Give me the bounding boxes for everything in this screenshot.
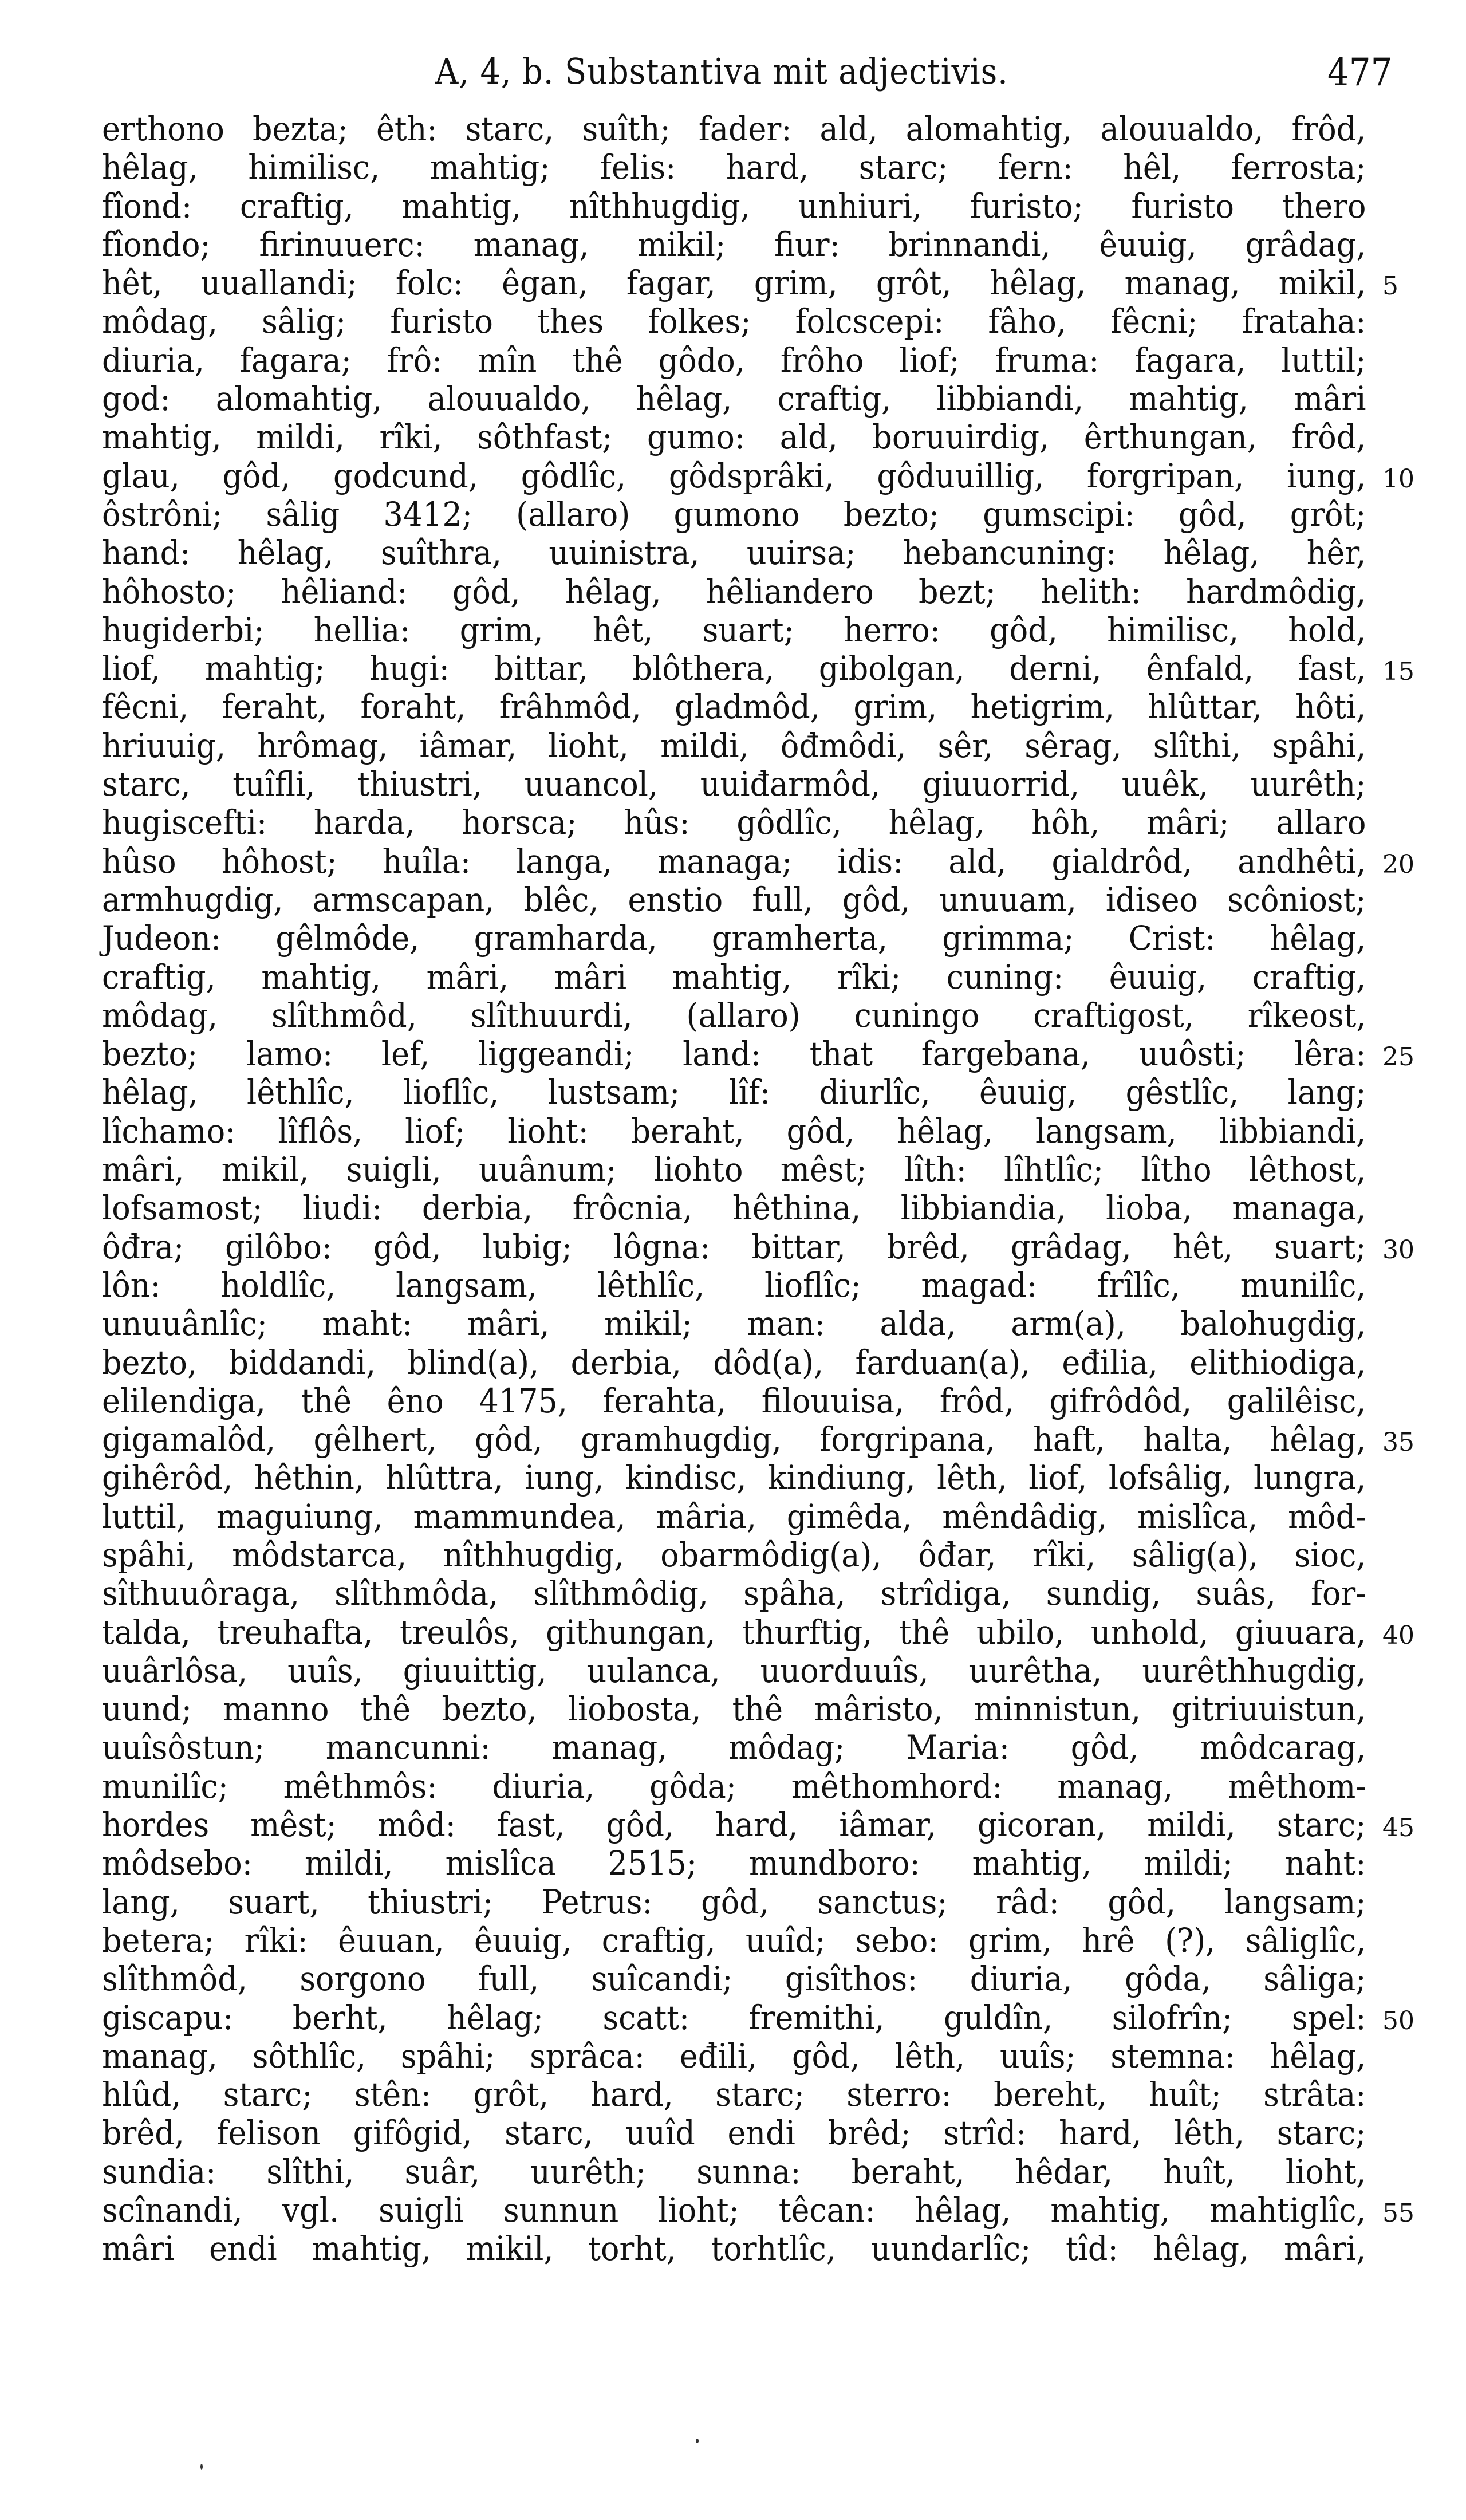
- line-text: hand: hêlag, suîthra, uuinistra, uuirsa; hebancuning: hêlag, hêr,: [102, 533, 1366, 573]
- line-text: lang, suart, thiustri; Petrus: gôd, sanctus; râd: gôd, langsam;: [102, 1882, 1366, 1922]
- line-text: uund; manno thê bezto, liobosta, thê mâristo, minnistun, gitriuuistun,: [102, 1690, 1366, 1729]
- text-line: [102, 380, 1366, 418]
- text-line: [102, 1189, 1366, 1227]
- text-line: [102, 2230, 1366, 2268]
- line-text: sîthuuôraga, slîthmôda, slîthmôdig, spâha, strîdiga, sundig, suâs, for-: [102, 1574, 1366, 1613]
- line-number: 55: [1382, 2199, 1414, 2228]
- text-line: [102, 1073, 1366, 1112]
- line-text: erthono bezta; êth: starc, suîth; fader: ald, alomahtig, alouualdo, frôd,: [102, 109, 1366, 148]
- text-line: [102, 573, 1366, 611]
- line-text: gihêrôd, hêthin, hlûttra, iung, kindisc, kindiung, lêth, liof, lofsâlig, lungra,: [102, 1458, 1366, 1498]
- line-text: diuria, fagara; frô: mîn thê gôdo, frôho liof; fruma: fagara, luttil;: [102, 340, 1366, 380]
- text-line: [102, 2153, 1366, 2191]
- line-number: 15: [1382, 657, 1414, 687]
- text-line: [102, 804, 1366, 842]
- line-text: craftig, mahtig, mâri, mâri mahtig, rîki; cuning: êuuig, craftig,: [102, 957, 1366, 997]
- line-text: hêt, uuallandi; folc: êgan, fagar, grim, grôt, hêlag, manag, mikil,: [102, 263, 1366, 303]
- line-text: mahtig, mildi, rîki, sôthfast; gumo: ald, boruuirdig, êrthungan, frôd,: [102, 418, 1366, 457]
- line-text: môdag, slîthmôd, slîthuurdi, (allaro) cuningo craftigost, rîkeost,: [102, 995, 1366, 1035]
- text-line: [102, 226, 1366, 264]
- line-text: liof, mahtig; hugi: bittar, blôthera, gibolgan, derni, ênfald, fast,: [102, 649, 1366, 688]
- text-line: [102, 1151, 1366, 1189]
- text-line: [102, 187, 1366, 226]
- line-text: ôstrôni; sâlig 3412; (allaro) gumono bezto; gumscipi: gôd, grôt;: [102, 494, 1366, 534]
- text-line: [102, 2076, 1366, 2114]
- running-head: A, 4, b. Substantiva mit adjectivis.: [435, 50, 1008, 92]
- line-text: betera; rîki: êuuan, êuuig, craftig, uuîd; sebo: grim, hrê (?), sâliglîc,: [102, 1920, 1366, 1960]
- line-text: hlûd, starc; stên: grôt, hard, starc; sterro: bereht, huît; strâta:: [102, 2075, 1366, 2115]
- text-line: [102, 1612, 1414, 1652]
- line-text: ôđra; gilôbo: gôd, lubig; lôgna: bittar, brêd, grâdag, hêt, suart;: [102, 1227, 1366, 1266]
- line-text: lofsamost; liudi: derbia, frôcnia, hêthina, libbiandia, lioba, managa,: [102, 1188, 1366, 1228]
- text-line: [102, 1883, 1366, 1922]
- line-text: hûso hôhost; huîla: langa, managa; idis: ald, gialdrôd, andhêti,: [102, 841, 1366, 881]
- text-line: [102, 1960, 1366, 1998]
- text-line: [102, 1767, 1366, 1806]
- text-line: [102, 1536, 1366, 1574]
- line-text: giscapu: berht, hêlag; scatt: fremithi, guldîn, silofrîn; spel:: [102, 1998, 1366, 2037]
- line-text: brêd, felison gifôgid, starc, uuîd endi brêd; strîd: hard, lêth, starc;: [102, 2113, 1366, 2153]
- line-text: hôhosto; hêliand: gôd, hêlag, hêliandero bezt; helith: hardmôdig,: [102, 572, 1366, 611]
- page-header: [0, 50, 1466, 102]
- text-line: [102, 1574, 1366, 1613]
- text-line: [102, 1690, 1366, 1728]
- text-line: [102, 1227, 1414, 1266]
- text-line: [102, 1034, 1414, 1074]
- line-text: sundia: slîthi, suâr, uurêth; sunna: beraht, hêdar, huît, lioht,: [102, 2152, 1366, 2191]
- line-text: elilendiga, thê êno 4175, ferahta, filouuisa, frôd, gifrôdôd, galilêisc,: [102, 1381, 1366, 1420]
- text-line: [102, 2191, 1414, 2230]
- text-line: [102, 1728, 1366, 1767]
- scan-speck: [200, 2464, 203, 2470]
- line-number: 5: [1382, 271, 1398, 301]
- line-text: môdag, sâlig; furisto thes folkes; folcscepi: fâho, fêcni; frataha:: [102, 302, 1366, 341]
- line-text: lîchamo: lîflôs, liof; lioht: beraht, gôd, hêlag, langsam, libbiandi,: [102, 1111, 1366, 1151]
- text-line: [102, 110, 1366, 148]
- line-number: 30: [1382, 1235, 1414, 1265]
- text-line: [102, 1112, 1366, 1151]
- text-line: [102, 1998, 1414, 2037]
- text-line: [102, 148, 1366, 187]
- line-text: mâri, mikil, suigli, uuânum; liohto mêst; lîth: lîhtlîc; lîtho lêthost,: [102, 1150, 1366, 1190]
- line-text: mâri endi mahtig, mikil, torht, torhtlîc, uundarlîc; tîd: hêlag, mâri,: [102, 2229, 1366, 2269]
- line-number: 25: [1382, 1042, 1414, 1072]
- line-number: 40: [1382, 1620, 1414, 1650]
- text-line: [102, 727, 1366, 765]
- text-line: [102, 841, 1414, 881]
- text-line: [102, 1305, 1366, 1343]
- line-text: gigamalôd, gêlhert, gôd, gramhugdig, forgripana, haft, halta, hêlag,: [102, 1420, 1366, 1459]
- line-text: fîondo; firinuuerc: manag, mikil; fiur: brinnandi, êuuig, grâdag,: [102, 225, 1366, 264]
- text-line: [102, 649, 1414, 688]
- text-line: [102, 958, 1366, 997]
- text-line: [102, 263, 1398, 303]
- text-line: [102, 456, 1414, 495]
- text-line: [102, 1382, 1366, 1420]
- text-line: [102, 418, 1366, 456]
- text-line: [102, 1266, 1366, 1305]
- line-text: slîthmôd, sorgono full, suîcandi; gisîthos: diuria, gôda, sâliga;: [102, 1959, 1366, 1999]
- line-number: 35: [1382, 1428, 1414, 1458]
- text-line: [102, 1805, 1414, 1845]
- scan-speck: [696, 2439, 699, 2443]
- text-line: [102, 1922, 1366, 1960]
- text-line: [102, 1652, 1366, 1690]
- line-text: munilîc; mêthmôs: diuria, gôda; mêthomhord: manag, mêthom-: [102, 1766, 1366, 1806]
- glossary-body: [102, 109, 1414, 2269]
- text-line: [102, 997, 1366, 1035]
- text-line: [102, 611, 1366, 649]
- line-text: armhugdig, armscapan, blêc, enstio full, gôd, unuuam, idiseo scôniost;: [102, 880, 1366, 919]
- line-text: môdsebo: mildi, mislîca 2515; mundboro: mahtig, mildi; naht:: [102, 1844, 1366, 1883]
- line-text: talda, treuhafta, treulôs, githungan, thurftig, thê ubilo, unhold, giuuara,: [102, 1612, 1366, 1652]
- line-text: fêcni, feraht, foraht, frâhmôd, gladmôd, grim, hetigrim, hlûttar, hôti,: [102, 687, 1366, 727]
- text-line: [102, 688, 1366, 726]
- line-text: scînandi, vgl. suigli sunnun lioht; têcan: hêlag, mahtig, mahtiglîc,: [102, 2191, 1366, 2230]
- line-text: bezto; lamo: lef, liggeandi; land: that fargebana, uuôsti; lêra:: [102, 1034, 1366, 1074]
- line-text: hordes mêst; môd: fast, gôd, hard, iâmar, gicoran, mildi, starc;: [102, 1805, 1366, 1845]
- text-line: [102, 302, 1366, 341]
- text-line: [102, 765, 1366, 804]
- line-text: god: alomahtig, alouualdo, hêlag, craftig, libbiandi, mahtig, mâri: [102, 379, 1366, 419]
- line-text: fîond: craftig, mahtig, nîthhugdig, unhiuri, furisto; furisto thero: [102, 186, 1366, 226]
- text-line: [102, 1498, 1366, 1536]
- line-text: uuîsôstun; mancunni: manag, môdag; Maria: gôd, môdcarag,: [102, 1728, 1366, 1767]
- line-text: hugiscefti: harda, horsca; hûs: gôdlîc, hêlag, hôh, mâri; allaro: [102, 803, 1366, 842]
- line-text: hêlag, himilisc, mahtig; felis: hard, starc; fern: hêl, ferrosta;: [102, 148, 1366, 187]
- line-text: glau, gôd, godcund, gôdlîc, gôdsprâki, gôduuillig, forgripan, iung,: [102, 456, 1366, 495]
- line-number: 10: [1382, 464, 1414, 494]
- text-line: [102, 919, 1366, 958]
- line-text: hriuuig, hrômag, iâmar, lioht, mildi, ôđmôdi, sêr, sêrag, slîthi, spâhi,: [102, 726, 1366, 765]
- text-line: [102, 495, 1366, 534]
- line-number: 50: [1382, 2006, 1414, 2035]
- line-text: uuârlôsa, uuîs, giuuittig, uulanca, uuorduuîs, uurêtha, uurêthhugdig,: [102, 1651, 1366, 1690]
- line-text: spâhi, môdstarca, nîthhugdig, obarmôdig(a), ôđar, rîki, sâlig(a), sioc,: [102, 1535, 1366, 1574]
- line-number: 20: [1382, 849, 1414, 879]
- line-text: Judeon: gêlmôde, gramharda, gramherta, grimma; Crist: hêlag,: [102, 919, 1366, 958]
- text-line: [102, 1459, 1366, 1497]
- text-line: [102, 1844, 1366, 1883]
- page-number: 477: [1327, 50, 1393, 94]
- line-text: hugiderbi; hellia: grim, hêt, suart; herro: gôd, himilisc, hold,: [102, 610, 1366, 649]
- line-text: unuuânlîc; maht: mâri, mikil; man: alda, arm(a), balohugdig,: [102, 1304, 1366, 1344]
- line-text: lôn: holdlîc, langsam, lêthlîc, lioflîc; magad: frîlîc, munilîc,: [102, 1265, 1366, 1305]
- line-text: hêlag, lêthlîc, lioflîc, lustsam; lîf: diurlîc, êuuig, gêstlîc, lang;: [102, 1073, 1366, 1112]
- text-line: [102, 1420, 1414, 1459]
- line-text: manag, sôthlîc, spâhi; sprâca: eđili, gôd, lêth, uuîs; stemna: hêlag,: [102, 2036, 1366, 2076]
- line-text: starc, tuîfli, thiustri, uuancol, uuiđarmôd, giuuorrid, uuêk, uurêth;: [102, 765, 1366, 804]
- line-text: bezto, biddandi, blind(a), derbia, dôd(a), farduan(a), eđilia, elithiodiga,: [102, 1342, 1366, 1382]
- text-line: [102, 534, 1366, 572]
- text-line: [102, 341, 1366, 380]
- text-line: [102, 2114, 1366, 2152]
- text-line: [102, 1344, 1366, 1382]
- text-line: [102, 881, 1366, 919]
- text-line: [102, 2037, 1366, 2076]
- line-number: 45: [1382, 1813, 1414, 1843]
- line-text: luttil, maguiung, mammundea, mâria, gimêda, mêndâdig, mislîca, môd-: [102, 1497, 1366, 1536]
